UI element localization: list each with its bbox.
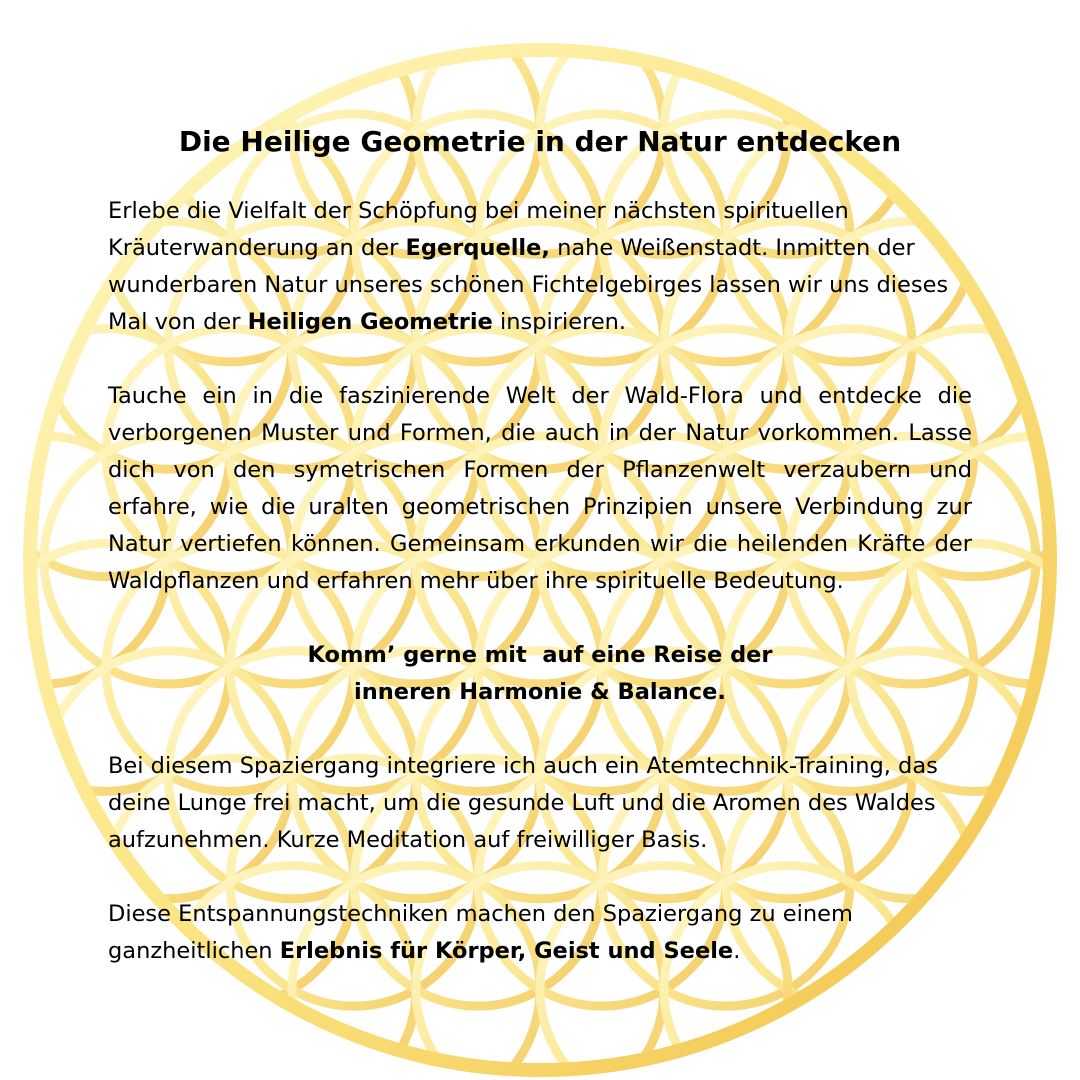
geometry-highlight: Heiligen Geometrie	[247, 308, 493, 335]
intro-text-1: Erlebe die Vielfalt der Schöpfung bei meiner nächsten spirituellen Kräuterwanderung an der	[108, 197, 849, 261]
closing-text-1: Diese Entspannungstechniken machen den Spaziergang zu einem ganzheitlichen	[108, 900, 853, 964]
description-paragraph: Tauche ein in die faszinierende Welt der Wald-Flora und entdecke die verborgenen Muster und Formen, die auch in der Natur vorkommen. Lasse dich von den symetrischen Formen der Pflanzenwelt verzaubern und erfahre, wie die uralten geometrischen Prinzipien unsere Verbindung zur Natur vertiefen können. Gemeinsam erkunden wir die heilenden Kräfte der Waldpflanzen und erfahren mehr über ihre spirituelle Bedeutung.	[108, 382, 972, 594]
closing-highlight: Erlebnis für Körper, Geist und Seele	[279, 937, 734, 964]
intro-text-3: inspirieren.	[492, 308, 627, 335]
intro-paragraph	[108, 193, 972, 341]
page-title: Die Heilige Geometrie in der Natur entdecken	[178, 125, 902, 158]
callout-line-2: inneren Harmonie & Balance.	[354, 678, 726, 705]
intro-text-2: nahe Weißenstadt. Inmitten der wunderbaren Natur unseres schönen Fichtelgebirges lassen wir uns dieses Mal von der	[108, 234, 949, 335]
breathing-paragraph: Bei diesem Spaziergang integriere ich auch ein Atemtechnik-Training, das deine Lunge frei macht, um die gesunde Luft und die Aromen des Waldes aufzunehmen. Kurze Meditation auf freiwilliger Basis.	[108, 752, 938, 853]
announcement-text	[108, 125, 972, 970]
callout-line-1: Komm’ gerne mit auf eine Reise der	[307, 641, 773, 668]
closing-paragraph	[108, 896, 972, 970]
location-highlight: Egerquelle,	[405, 234, 550, 261]
closing-text-2: .	[733, 937, 741, 964]
